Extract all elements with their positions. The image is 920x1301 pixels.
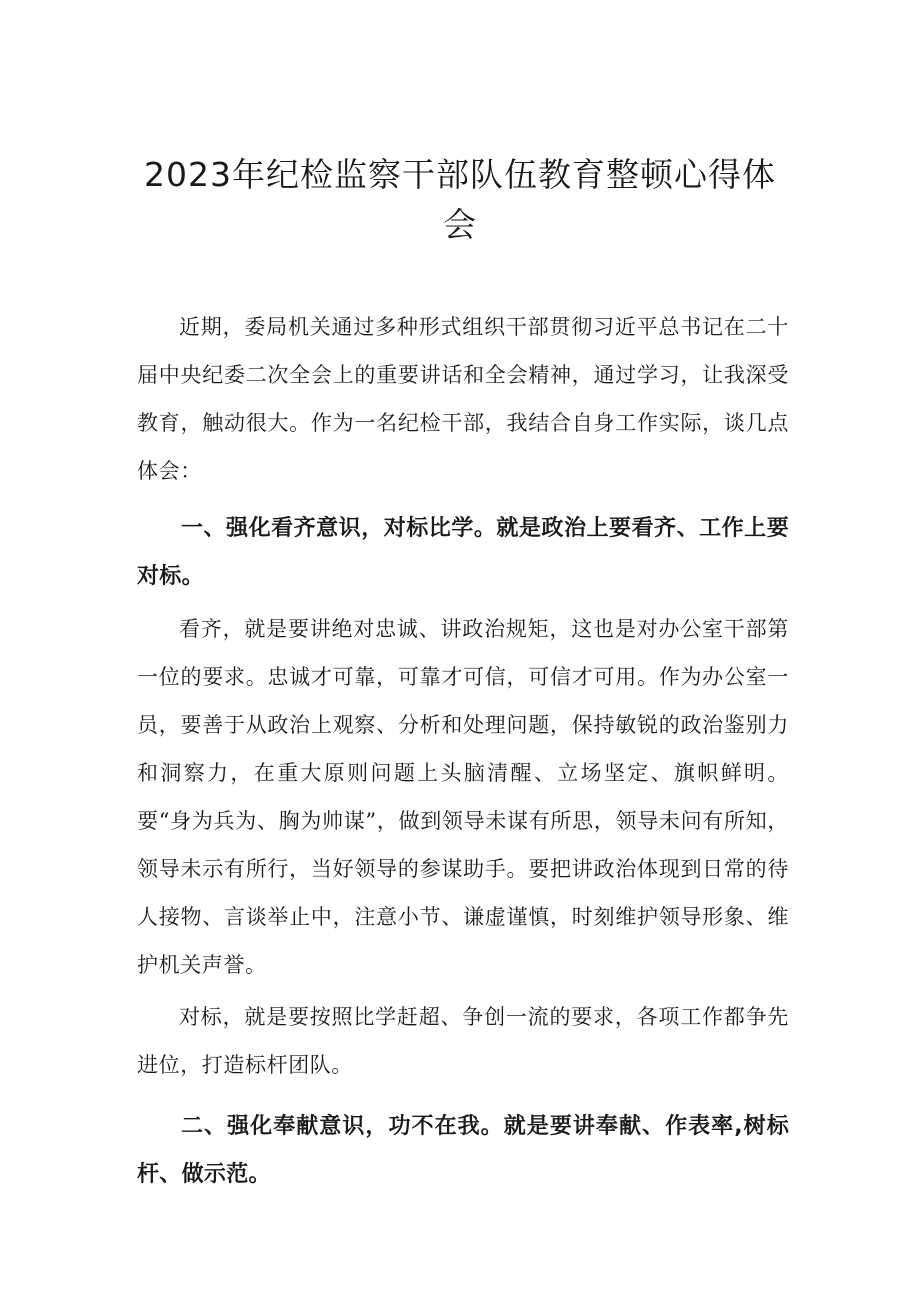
section-heading-1: 一、强化看齐意识，对标比学。就是政治上要看齐、工作上要对标。	[137, 516, 789, 589]
document-title: 2023年纪检监察干部队伍教育整顿心得体会	[144, 155, 776, 244]
intro-paragraph: 近期，委局机关通过多种形式组织干部贯彻习近平总书记在二十届中央纪委二次全会上的重要讲话和全会精神，通过学习，让我深受教育，触动很大。作为一名纪检干部，我结合自身工作实际，谈几点体会：	[137, 315, 789, 483]
body-paragraph-alignment: 看齐，就是要讲绝对忠诚、讲政治规矩，这也是对办公室干部第一位的要求。忠诚才可靠，可靠才可信，可信才可用。作为办公室一员，要善于从政治上观察、分析和处理问题，保持敏锐的政治鉴别力和洞察力，在重大原则问题上头脑清醒、立场坚定、旗帜鲜明。要“身为兵为、胸为帅谋”，做到领导未谋有所思，领导未问有所知，领导未示有所行，当好领导的参谋助手。要把讲政治体现到日常的待人接物、言谈举止中，注意小节、谦虚谨慎，时刻维护领导形象、维护机关声誉。	[137, 617, 789, 977]
section-heading-2: 二、强化奉献意识，功不在我。就是要讲奉献、作表率,树标杆、做示范。	[137, 1114, 789, 1187]
body-paragraph-benchmark: 对标，就是要按照比学赶超、争创一流的要求，各项工作都争先进位，打造标杆团队。	[137, 1005, 789, 1077]
document-body	[137, 303, 789, 1199]
